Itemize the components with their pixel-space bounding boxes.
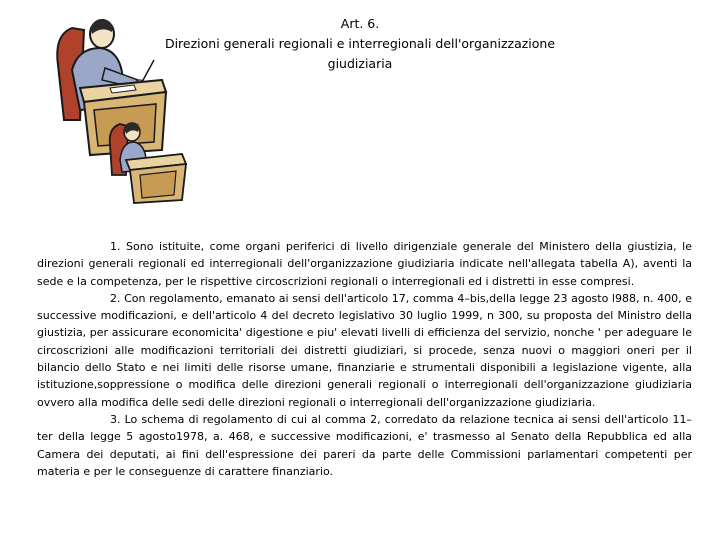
article-body [37, 238, 692, 480]
article-header [150, 14, 570, 74]
paragraph-1: 1. Sono istituite, come organi periferici di livello dirigenziale generale del Ministero della giustizia, le direzioni generali regionali ed interregionali dell'organizzazione giudiziaria indicate nell'allegata tabella A), aventi la sede e la competenza, per le rispettive circoscrizioni regionali o interregionali ed i distretti in esse compresi. [37, 240, 692, 288]
paragraph-3: 3. Lo schema di regolamento di cui al comma 2, corredato da relazione tecnica ai sensi dell'articolo 11–ter della legge 5 agosto1978, a. 468, e successive modificazioni, e' trasmesso al Senato della Repubblica ed alla Camera dei deputati, ai fini dell'espressione dei pareri da parte delle Commissioni parlamentari competenti per materia e per le conseguenze di carattere finanziario. [37, 412, 692, 478]
article-title-line-1: Direzioni generali regionali e interregionali dell'organizzazione [164, 36, 556, 51]
article-title-line-2: giudiziaria [327, 56, 393, 71]
article-number: Art. 6. [340, 16, 380, 31]
paragraph-2: 2. Con regolamento, emanato ai sensi dell'articolo 17, comma 4–bis,della legge 23 agosto l988, n. 400, e successive modificazioni, e dell'articolo 4 del decreto legislativo 30 luglio 1999, n 300, su proposta del Ministro della giustizia, per assicurare economicita' digestione e piu' elevati livelli di efficienza del servizio, nonche ' per adeguare le circoscrizioni alle modificazioni territoriali dei distretti giudiziari, si procede, senza nuovi o maggiori oneri per il bilancio dello Stato e nei limiti delle risorse umane, finanziarie e strumentali disponibili a legislazione vigente, alla istituzione,soppressione o modifica delle direzioni generali regionali o interregionali dell'organizzazione giudiziaria ovvero alla modifica delle sedi delle direzioni regionali o interregionali dell'organizzazione giudiziaria. [37, 291, 692, 409]
